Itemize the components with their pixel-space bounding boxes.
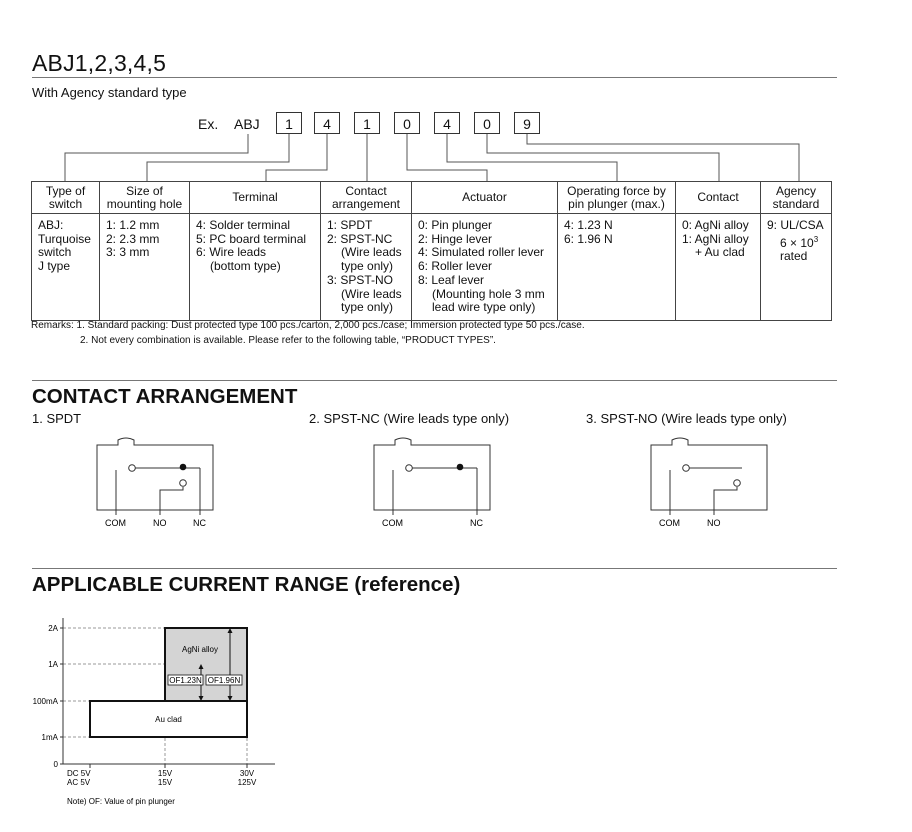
terminal-label-com: COM bbox=[105, 518, 126, 528]
annotation-label: OF1.23N bbox=[169, 676, 202, 685]
region-agni-alloy bbox=[165, 628, 247, 701]
x-tick-label-dc: 30V bbox=[239, 769, 255, 778]
x-tick-label-ac: AC 5V bbox=[67, 778, 91, 787]
cell-contact: 0: AgNi alloy 1: AgNi alloy + Au clad bbox=[676, 214, 761, 321]
y-tick-label-1A: 1A bbox=[48, 660, 58, 669]
chart-note: Note) OF: Value of pin plunger bbox=[67, 797, 175, 806]
page-subtitle: With Agency standard type bbox=[32, 85, 187, 100]
page-title: ABJ1,2,3,4,5 bbox=[32, 50, 167, 76]
caption-spst-nc: 2. SPST-NC (Wire leads type only) bbox=[309, 411, 510, 426]
cell-type-of-switch: ABJ: Turquoise switch J type bbox=[32, 214, 100, 321]
x-tick-label-ac: 125V bbox=[237, 778, 257, 787]
caption-spdt: 1. SPDT bbox=[32, 411, 82, 426]
switch-housing bbox=[374, 438, 490, 510]
example-model: ABJ bbox=[234, 116, 260, 132]
terminal-label-nc: NC bbox=[193, 518, 206, 528]
digit-type: 1 bbox=[276, 112, 302, 134]
contact-arrangement-heading: CONTACT ARRANGEMENT bbox=[32, 385, 298, 408]
cell-size: 1: 1.2 mm 2: 2.3 mm 3: 3 mm bbox=[100, 214, 190, 321]
connector-lines bbox=[0, 0, 912, 190]
header-type-of-switch: Type of switch bbox=[32, 182, 100, 214]
spdt-diagram bbox=[96, 436, 226, 536]
y-tick-label-100mA: 100mA bbox=[32, 697, 58, 706]
x-tick-label-dc: DC 5V bbox=[67, 769, 91, 778]
switch-housing bbox=[651, 438, 767, 510]
header-agency-standard: Agency standard bbox=[761, 182, 832, 214]
cell-agency-standard: 9: UL/CSA $6 \times 10^3$ rated bbox=[761, 214, 832, 321]
remarks-line-2: 2. Not every combination is available. Please refer to the following table, “PRODUCT TYPES”. bbox=[80, 335, 496, 346]
section-divider bbox=[32, 568, 837, 569]
terminal-label-nc: NC bbox=[470, 518, 483, 528]
spst-no-diagram bbox=[650, 436, 780, 536]
y-tick-label-2A: 2A bbox=[48, 624, 58, 633]
header-terminal: Terminal bbox=[190, 182, 321, 214]
cell-terminal: 4: Solder terminal 5: PC board terminal 6: Wire leads (bottom type) bbox=[190, 214, 321, 321]
digit-operating-force: 0 bbox=[474, 112, 500, 134]
region-label: Au clad bbox=[155, 715, 182, 724]
current-range-heading: APPLICABLE CURRENT RANGE (reference) bbox=[32, 573, 461, 596]
digit-size: 4 bbox=[314, 112, 340, 134]
table-row bbox=[32, 214, 832, 321]
x-tick-label-dc: 15V bbox=[157, 769, 173, 778]
terminal-label-com: COM bbox=[659, 518, 680, 528]
terminal-label-com: COM bbox=[382, 518, 403, 528]
cell-contact-arrangement: 1: SPDT 2: SPST-NC (Wire leads type only) 3: SPST-NO (Wire leads type only) bbox=[321, 214, 412, 321]
example-prefix: Ex. bbox=[198, 116, 219, 132]
digit-terminal: 1 bbox=[354, 112, 380, 134]
x-tick-label-ac: 15V bbox=[157, 778, 173, 787]
nc-contact-dot bbox=[180, 464, 187, 471]
x-tick-labels bbox=[67, 764, 257, 787]
annotation-label: OF1.96N bbox=[207, 676, 241, 685]
digit-actuator: 4 bbox=[434, 112, 460, 134]
terminal-label-no: NO bbox=[707, 518, 721, 528]
region-label: AgNi alloy bbox=[181, 645, 219, 654]
cell-operating-force: 4: 1.23 N 6: 1.96 N bbox=[558, 214, 676, 321]
header-size: Size of mounting hole bbox=[100, 182, 190, 214]
caption-spst-no: 3. SPST-NO (Wire leads type only) bbox=[586, 411, 787, 426]
y-tick-labels bbox=[33, 624, 63, 769]
header-actuator: Actuator bbox=[412, 182, 558, 214]
y-tick-label-1mA: 1mA bbox=[41, 733, 58, 742]
terminal-label-no: NO bbox=[153, 518, 167, 528]
y-tick-label-0: 0 bbox=[53, 760, 58, 769]
current-range-chart bbox=[0, 610, 300, 815]
header-contact: Contact bbox=[676, 182, 761, 214]
spst-nc-diagram bbox=[373, 436, 503, 536]
section-divider bbox=[32, 380, 837, 381]
remarks-line-1: Remarks: 1. Standard packing: Dust protected type 100 pcs./carton, 2,000 pcs./case; Immersion protected type 50 pcs./case. bbox=[31, 320, 585, 331]
cell-actuator: 0: Pin plunger 2: Hinge lever 4: Simulated roller lever 6: Roller lever 8: Leaf lever (Mounting hole 3 mm lead wire type only) bbox=[412, 214, 558, 321]
ordering-table bbox=[31, 181, 832, 321]
header-contact-arrangement: Contact arrangement bbox=[321, 182, 412, 214]
table-header-row bbox=[32, 182, 832, 214]
switch-housing bbox=[97, 438, 213, 510]
header-operating-force: Operating force by pin plunger (max.) bbox=[558, 182, 676, 214]
digit-agency: 9 bbox=[514, 112, 540, 134]
digit-contact-arrangement: 0 bbox=[394, 112, 420, 134]
nc-contact-dot bbox=[457, 464, 464, 471]
